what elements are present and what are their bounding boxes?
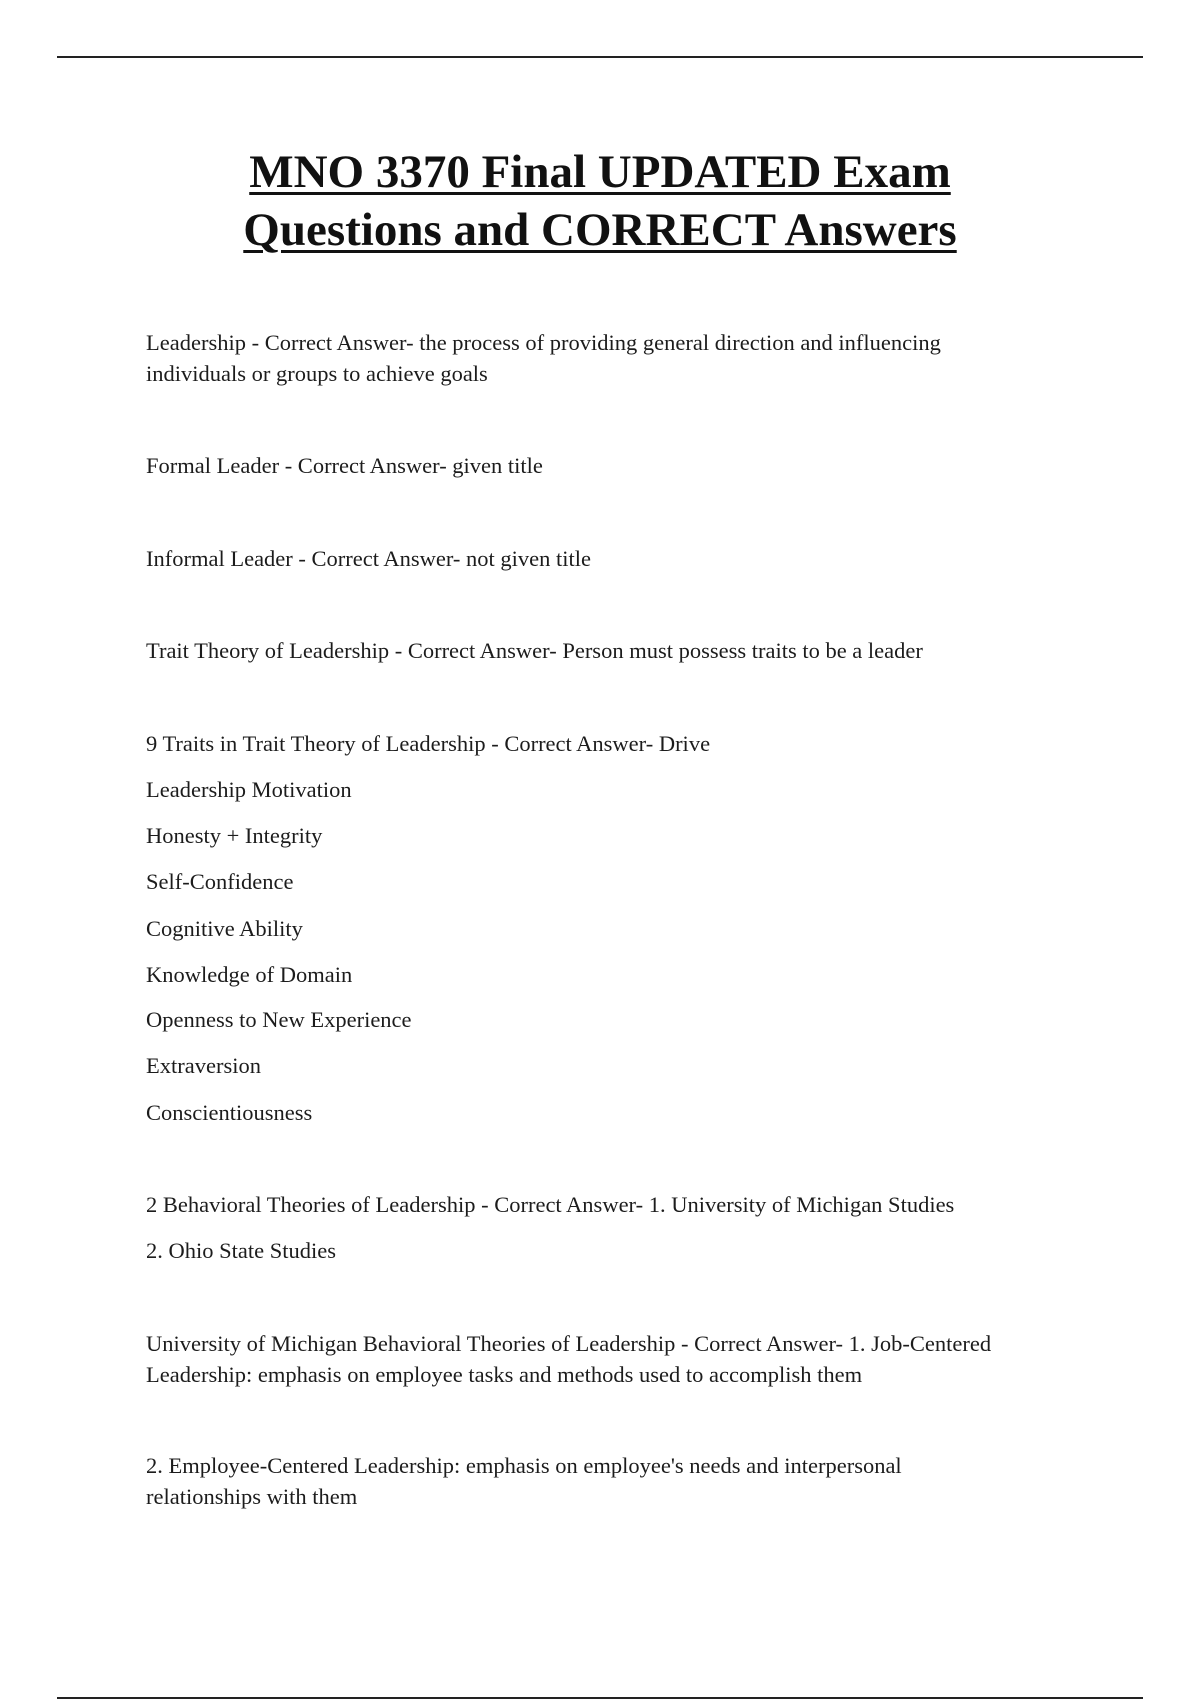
entry-line: University of Michigan Behavioral Theories of Leadership - Correct Answer- 1. Job-Centered (146, 1331, 992, 1356)
top-rule (57, 56, 1143, 58)
entry-line: Knowledge of Domain (146, 962, 353, 987)
trait-item (146, 774, 1076, 805)
entry-ohio-state (146, 1235, 1076, 1266)
entry-line: 2. Ohio State Studies (146, 1238, 336, 1263)
entry-line: Honesty + Integrity (146, 823, 323, 848)
entry-line: Formal Leader - Correct Answer- given title (146, 453, 543, 478)
entry-informal-leader (146, 543, 1076, 574)
entry-line: Leadership Motivation (146, 777, 352, 802)
title-line-1: MNO 3370 Final UPDATED Exam (249, 146, 951, 198)
entry-michigan-theories (146, 1328, 1076, 1390)
entry-line: Extraversion (146, 1053, 261, 1078)
page-title (0, 143, 1200, 259)
bottom-rule (57, 1697, 1143, 1699)
entry-employee-centered (146, 1450, 1076, 1512)
trait-item (146, 1050, 1076, 1081)
trait-item (146, 959, 1076, 990)
trait-item (146, 913, 1076, 944)
entry-line: individuals or groups to achieve goals (146, 361, 488, 386)
entry-line: 2 Behavioral Theories of Leadership - Correct Answer- 1. University of Michigan Studies (146, 1192, 955, 1217)
entry-formal-leader (146, 450, 1076, 481)
trait-item (146, 1097, 1076, 1128)
entry-line: Leadership: emphasis on employee tasks and methods used to accomplish them (146, 1362, 863, 1387)
entry-behavioral-theories (146, 1189, 1076, 1220)
trait-item (146, 1004, 1076, 1035)
entry-line: Cognitive Ability (146, 916, 303, 941)
entry-line: Informal Leader - Correct Answer- not given title (146, 546, 592, 571)
entry-line: relationships with them (146, 1484, 358, 1509)
entry-trait-theory (146, 635, 1076, 666)
entry-line: Leadership - Correct Answer- the process of providing general direction and influencing (146, 330, 941, 355)
entry-line: Self-Confidence (146, 869, 294, 894)
entry-line: Trait Theory of Leadership - Correct Answer- Person must possess traits to be a leader (146, 638, 923, 663)
entry-line: 9 Traits in Trait Theory of Leadership - Correct Answer- Drive (146, 731, 711, 756)
entry-line: Openness to New Experience (146, 1007, 412, 1032)
entry-nine-traits (146, 728, 1076, 759)
trait-item (146, 820, 1076, 851)
trait-item (146, 866, 1076, 897)
entry-line: 2. Employee-Centered Leadership: emphasis on employee's needs and interpersonal (146, 1453, 902, 1478)
title-line-2: Questions and CORRECT Answers (243, 204, 957, 256)
entry-leadership (146, 327, 1076, 389)
entry-line: Conscientiousness (146, 1100, 313, 1125)
